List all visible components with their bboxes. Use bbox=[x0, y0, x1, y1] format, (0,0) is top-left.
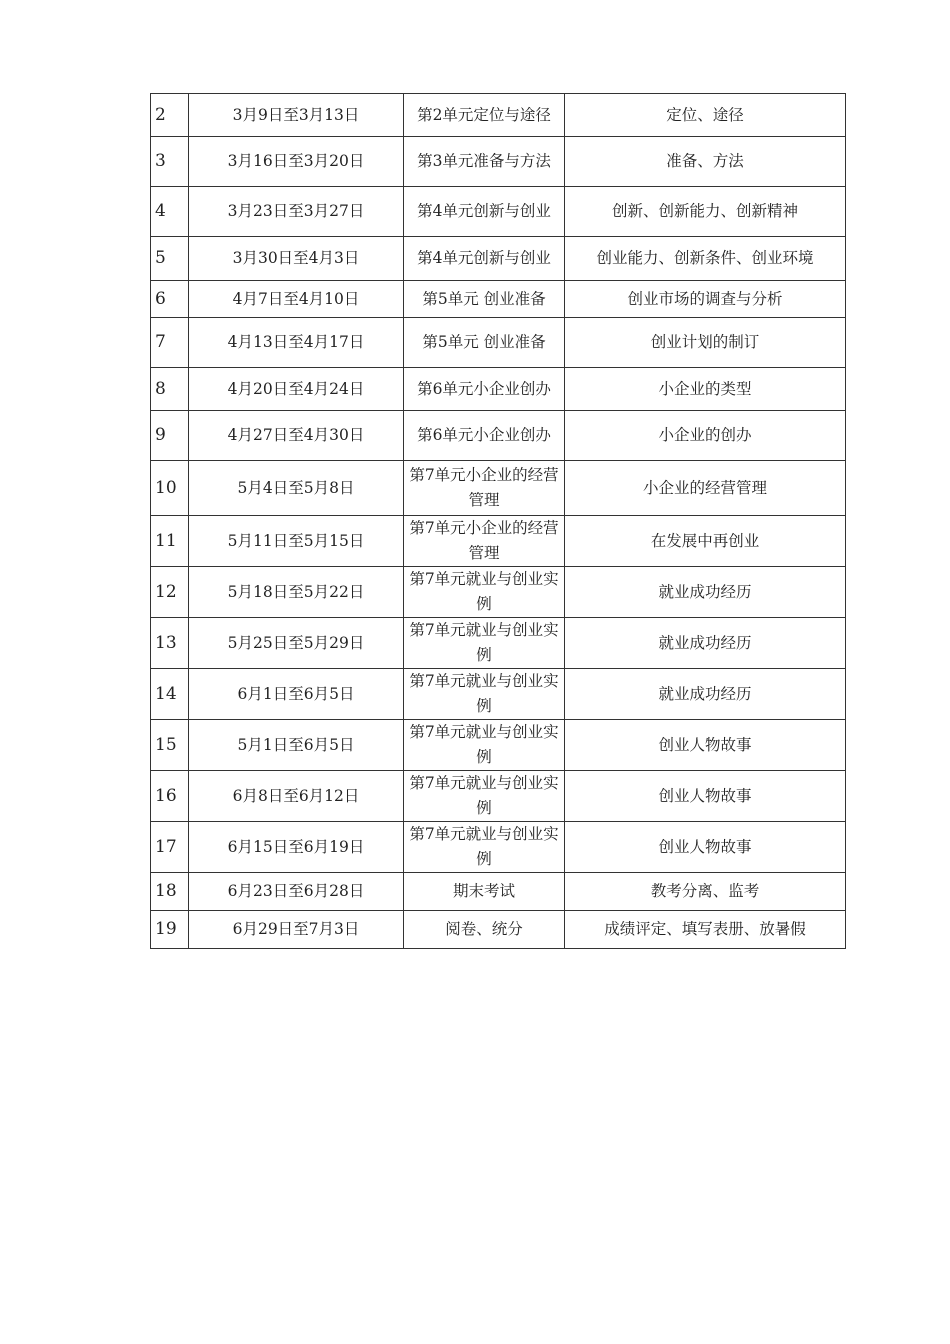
table-row bbox=[151, 237, 846, 281]
table-row bbox=[151, 94, 846, 137]
table-row bbox=[151, 911, 846, 949]
week-cell: 9 bbox=[151, 411, 189, 461]
week-cell: 2 bbox=[151, 94, 189, 137]
date-range-cell: 5月25日至5月29日 bbox=[189, 618, 404, 669]
table-row bbox=[151, 461, 846, 516]
week-cell: 13 bbox=[151, 618, 189, 669]
topic-cell: 就业成功经历 bbox=[565, 618, 846, 669]
table-row bbox=[151, 318, 846, 368]
week-cell: 12 bbox=[151, 567, 189, 618]
table-row bbox=[151, 137, 846, 187]
unit-cell: 第7单元就业与创业实例 bbox=[404, 567, 565, 618]
unit-cell: 第7单元就业与创业实例 bbox=[404, 771, 565, 822]
table-row bbox=[151, 411, 846, 461]
schedule-table bbox=[150, 93, 846, 949]
topic-cell: 准备、方法 bbox=[565, 137, 846, 187]
unit-cell: 第5单元 创业准备 bbox=[404, 281, 565, 318]
unit-cell: 第6单元小企业创办 bbox=[404, 368, 565, 411]
week-cell: 19 bbox=[151, 911, 189, 949]
unit-cell: 第7单元小企业的经营管理 bbox=[404, 516, 565, 567]
topic-cell: 创业人物故事 bbox=[565, 720, 846, 771]
date-range-cell: 4月27日至4月30日 bbox=[189, 411, 404, 461]
unit-cell: 第4单元创新与创业 bbox=[404, 187, 565, 237]
date-range-cell: 3月16日至3月20日 bbox=[189, 137, 404, 187]
unit-cell: 阅卷、统分 bbox=[404, 911, 565, 949]
date-range-cell: 5月11日至5月15日 bbox=[189, 516, 404, 567]
week-cell: 11 bbox=[151, 516, 189, 567]
unit-cell: 第5单元 创业准备 bbox=[404, 318, 565, 368]
table-row bbox=[151, 822, 846, 873]
week-cell: 8 bbox=[151, 368, 189, 411]
topic-cell: 教考分离、监考 bbox=[565, 873, 846, 911]
table-row bbox=[151, 873, 846, 911]
unit-cell: 第7单元就业与创业实例 bbox=[404, 669, 565, 720]
table-row bbox=[151, 720, 846, 771]
topic-cell: 创业计划的制订 bbox=[565, 318, 846, 368]
week-cell: 3 bbox=[151, 137, 189, 187]
unit-cell: 第4单元创新与创业 bbox=[404, 237, 565, 281]
table-row bbox=[151, 187, 846, 237]
unit-cell: 期末考试 bbox=[404, 873, 565, 911]
week-cell: 16 bbox=[151, 771, 189, 822]
date-range-cell: 3月23日至3月27日 bbox=[189, 187, 404, 237]
week-cell: 6 bbox=[151, 281, 189, 318]
date-range-cell: 5月1日至6月5日 bbox=[189, 720, 404, 771]
date-range-cell: 6月15日至6月19日 bbox=[189, 822, 404, 873]
week-cell: 15 bbox=[151, 720, 189, 771]
date-range-cell: 4月13日至4月17日 bbox=[189, 318, 404, 368]
date-range-cell: 5月4日至5月8日 bbox=[189, 461, 404, 516]
topic-cell: 创新、创新能力、创新精神 bbox=[565, 187, 846, 237]
date-range-cell: 6月1日至6月5日 bbox=[189, 669, 404, 720]
week-cell: 4 bbox=[151, 187, 189, 237]
table-row bbox=[151, 618, 846, 669]
topic-cell: 成绩评定、填写表册、放暑假 bbox=[565, 911, 846, 949]
week-cell: 17 bbox=[151, 822, 189, 873]
table-row bbox=[151, 281, 846, 318]
unit-cell: 第2单元定位与途径 bbox=[404, 94, 565, 137]
unit-cell: 第7单元就业与创业实例 bbox=[404, 720, 565, 771]
unit-cell: 第7单元就业与创业实例 bbox=[404, 618, 565, 669]
date-range-cell: 4月20日至4月24日 bbox=[189, 368, 404, 411]
table-row bbox=[151, 669, 846, 720]
date-range-cell: 6月23日至6月28日 bbox=[189, 873, 404, 911]
topic-cell: 定位、途径 bbox=[565, 94, 846, 137]
date-range-cell: 3月30日至4月3日 bbox=[189, 237, 404, 281]
topic-cell: 就业成功经历 bbox=[565, 669, 846, 720]
unit-cell: 第7单元就业与创业实例 bbox=[404, 822, 565, 873]
table-row bbox=[151, 771, 846, 822]
table-row bbox=[151, 368, 846, 411]
unit-cell: 第7单元小企业的经营管理 bbox=[404, 461, 565, 516]
topic-cell: 小企业的创办 bbox=[565, 411, 846, 461]
week-cell: 5 bbox=[151, 237, 189, 281]
topic-cell: 创业人物故事 bbox=[565, 822, 846, 873]
unit-cell: 第3单元准备与方法 bbox=[404, 137, 565, 187]
date-range-cell: 6月8日至6月12日 bbox=[189, 771, 404, 822]
topic-cell: 小企业的类型 bbox=[565, 368, 846, 411]
date-range-cell: 5月18日至5月22日 bbox=[189, 567, 404, 618]
week-cell: 14 bbox=[151, 669, 189, 720]
date-range-cell: 4月7日至4月10日 bbox=[189, 281, 404, 318]
week-cell: 10 bbox=[151, 461, 189, 516]
topic-cell: 创业能力、创新条件、创业环境 bbox=[565, 237, 846, 281]
topic-cell: 创业市场的调查与分析 bbox=[565, 281, 846, 318]
table-row bbox=[151, 516, 846, 567]
topic-cell: 创业人物故事 bbox=[565, 771, 846, 822]
topic-cell: 在发展中再创业 bbox=[565, 516, 846, 567]
unit-cell: 第6单元小企业创办 bbox=[404, 411, 565, 461]
table-row bbox=[151, 567, 846, 618]
date-range-cell: 3月9日至3月13日 bbox=[189, 94, 404, 137]
week-cell: 7 bbox=[151, 318, 189, 368]
topic-cell: 小企业的经营管理 bbox=[565, 461, 846, 516]
topic-cell: 就业成功经历 bbox=[565, 567, 846, 618]
week-cell: 18 bbox=[151, 873, 189, 911]
date-range-cell: 6月29日至7月3日 bbox=[189, 911, 404, 949]
